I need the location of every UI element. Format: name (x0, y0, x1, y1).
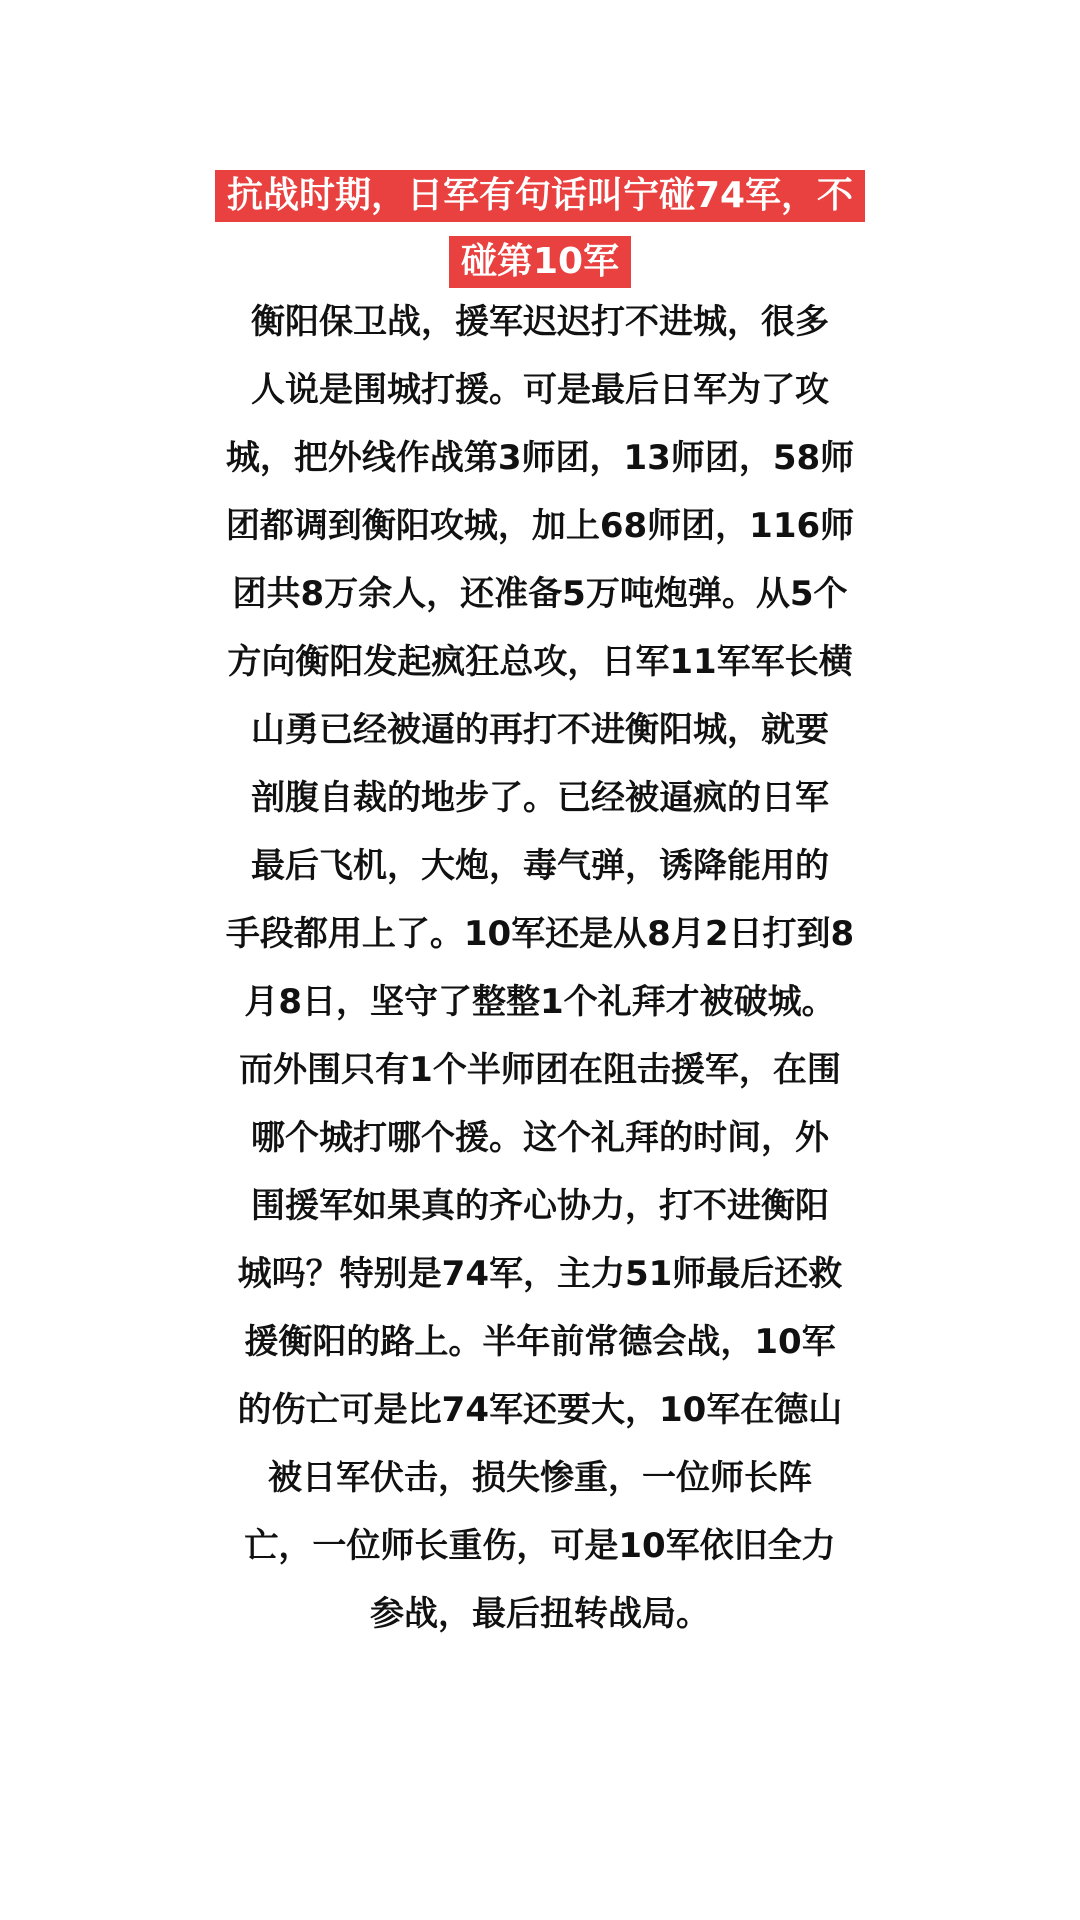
body-line: 团都调到衡阳攻城，加上68师团，116师 (225, 506, 855, 546)
article-title (180, 170, 900, 302)
body-line: 人说是围城打援。可是最后日军为了攻 (251, 370, 829, 410)
body-line: 被日军伏击，损失惨重，一位师长阵 (268, 1458, 812, 1498)
body-line: 剖腹自裁的地步了。已经被逼疯的日军 (251, 778, 829, 818)
body-line: 月8日，坚守了整整1个礼拜才被破城。 (244, 982, 836, 1022)
title-line: 抗战时期，日军有句话叫宁碰74军，不 (215, 170, 865, 222)
body-line: 团共8万余人，还准备5万吨炮弹。从5个 (232, 574, 848, 614)
body-line: 围援军如果真的齐心协力，打不进衡阳 (251, 1186, 829, 1226)
body-line: 亡，一位师长重伤，可是10军依旧全力 (244, 1526, 836, 1566)
body-line: 援衡阳的路上。半年前常德会战，10军 (244, 1322, 836, 1362)
body-line: 山勇已经被逼的再打不进衡阳城，就要 (251, 710, 829, 750)
body-line: 哪个城打哪个援。这个礼拜的时间，外 (251, 1118, 829, 1158)
body-line: 衡阳保卫战，援军迟迟打不进城，很多 (251, 302, 829, 342)
body-line: 方向衡阳发起疯狂总攻，日军11军军长横 (227, 642, 853, 682)
body-line: 手段都用上了。10军还是从8月2日打到8 (225, 914, 855, 954)
body-line: 城吗？特别是74军，主力51师最后还救 (237, 1254, 843, 1294)
body-line: 城，把外线作战第3师团，13师团，58师 (225, 438, 855, 478)
article-body (180, 288, 900, 1648)
body-line: 的伤亡可是比74军还要大，10军在德山 (237, 1390, 843, 1430)
title-line: 碰第10军 (449, 236, 631, 288)
body-line: 参战，最后扭转战局。 (370, 1594, 710, 1634)
body-line: 而外围只有1个半师团在阻击援军，在围 (239, 1050, 841, 1090)
body-line: 最后飞机，大炮，毒气弹，诱降能用的 (251, 846, 829, 886)
